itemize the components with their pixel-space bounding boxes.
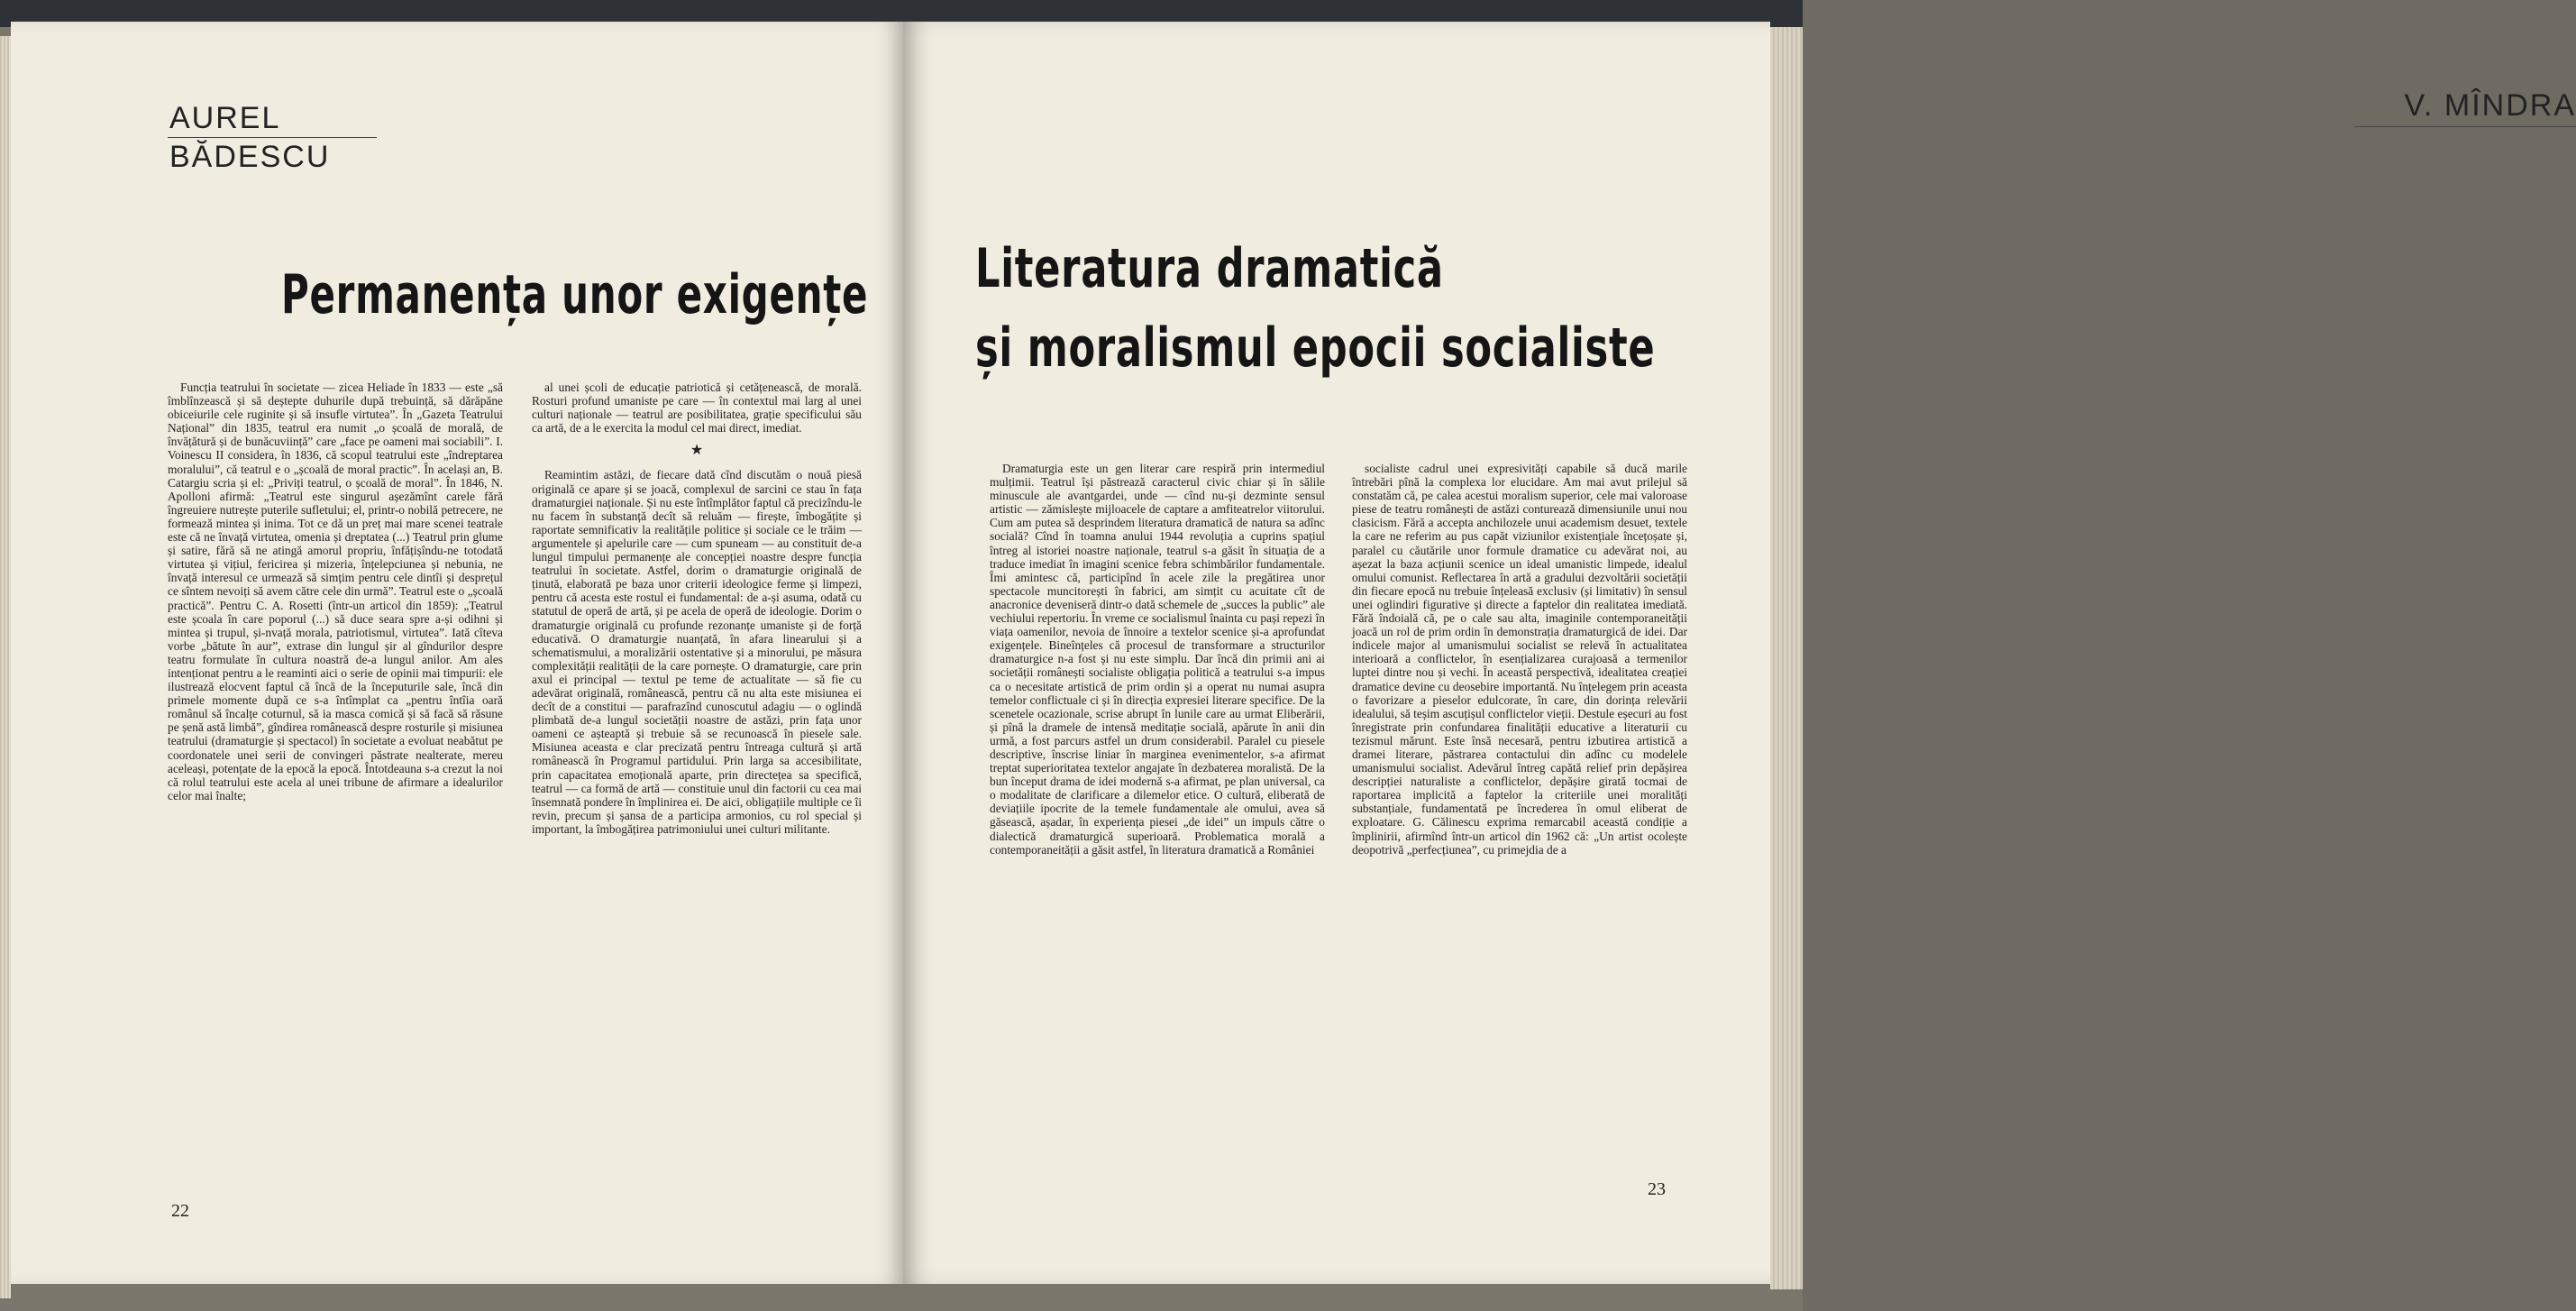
left-column-2-text-b: Reamintim astăzi, de fiecare dată cînd discutăm o nouă piesă originală ce apare și se joacă, complexul de sarcini ce stau în fața dramaturgiei naționale. Și nu este întîmplător faptul că precizîndu-le nu facem în substanță decît să reluăm — firește, îmbogățite și raportate semnificativ la realitățile politice și sociale ce le trăim — argumentele și apelurile care — cum spuneam — au constituit de-a lungul timpului permanențe ale concepției noastre despre funcția teatrului în societate. Astfel, dorim o dramaturgie originală de ținută, elaborată pe baza unor criterii ideologice ferme și limpezi, pentru că acesta este rostul ei fundamental: de a-și asuma, odată cu statutul de operă de artă, și pe acela de operă de ideologie. Dorim o dramaturgie originală cu profunde rezonanțe umaniste și de forță educativă. O dramaturgie nuanțată, în afara linearului și a schematismului, a moralizării ostentative și a minorului, pe măsura complexității realității de la care pornește. O dramaturgie, care prin axul ei principal — textul pe teme de actualitate — să fie cu adevărat originală, românească, pentru că nu alta este misiunea ei decît de a constitui — parafrazînd cunoscutul adagiu — o oglindă plimbată de-a lungul societății noastre de astăzi, prin fața unor oameni ce așteaptă și trebuie să se recunoască în piesele sale. Misiunea aceasta e clar precizată pentru întreaga cultură și artă românească în Programul partidului. Prin larga sa accesibilitate, prin capacitatea emoțională aparte, prin directețea sa specifică, teatrul — ca formă de artă — constituie unul din factorii cu cea mai însemnată pondere în împlinirea ei. De aici, obligațiile multiple ce îi revin, precum și șansa de a participa armonios, cu rol special și important, la îmbogățirea patrimoniului unei culturi militante. <box>532 468 863 836</box>
left-column-1 <box>168 380 503 802</box>
right-page <box>903 22 2576 1284</box>
left-page <box>11 22 903 1284</box>
right-column-1 <box>990 462 1325 857</box>
left-author-rule <box>168 137 377 138</box>
right-author-name: V. MÎNDRA <box>2404 88 2576 123</box>
page-edges-left <box>0 36 11 1298</box>
left-article-title: Permanența unor exigențe <box>281 263 869 326</box>
right-author-rule <box>2354 126 2576 127</box>
right-page-number: 23 <box>1648 1179 1666 1199</box>
left-column-2 <box>532 380 862 836</box>
left-author-last-name: BĂDESCU <box>169 140 331 174</box>
right-column-1-text: Dramaturgia este un gen literar care respiră prin intermediul mulțimii. Teatrul își păstrează caracterul civic chiar și în sălile minuscule ale avantgardei, unde — cînd nu-și dezminte sensul artistic — zămislește mijloacele de captare a amfiteatrelor viitorului. Cum am putea să desprindem literatura dramatică de natura sa adînc socială? Cînd în toamna anului 1944 revoluția a cuprins spațiul întreg al istoriei noastre naționale, teatrul s-a găsit în situația de a traduce imediat în imagini scenice febra schimbărilor fundamentale. Îmi amintesc că, participînd în acele zile la pregătirea unor spectacole muncitorești în fabrici, am simțit cu acuitate cît de anacronice deveniseră dintr-o dată schemele de „succes la public” ale vechiului repertoriu. În vreme ce socialismul înainta cu pași repezi în viața oamenilor, nevoia de înnoire a textelor scenice și-a aprofundat exigențele. Bineînțeles că procesul de transformare a structurilor dramaturgice n-a fost și nu este simplu. Dar încă din primii ani ai societății românești socialiste obligația politică a teatrului s-a impus ca o necesitate artistică de prim ordin și a operat nu numai asupra temelor conflictuale ci și în direcția expresiei literare specifice. De la scenetele ocazionale, scrise abrupt în lunile care au urmat Eliberării, și pînă la dramele de intensă meditație socială, apărute în anii din urmă, a fost parcurs astfel un drum considerabil. Paralel cu piesele descriptive, înscrise liniar în marginea evenimentelor, s-a afirmat treptat superioritatea textelor angajate în dezbaterea moralistă. De la bun început drama de idei modernă s-a afirmat, pe plan universal, ca o modalitate de clarificare a dilemelor etice. O cultură, eliberată de deviațiile ipocrite de la temele fundamentale ale omului, avea să găsească, așadar, în experiența piesei „de idei” un impuls către o dialectică dramaturgică superioară. Problematica morală a contemporaneității a găsit astfel, în literatura dramatică a României <box>990 462 1325 857</box>
right-column-2 <box>1352 462 1687 857</box>
left-column-1-text: Funcția teatrului în societate — zicea Heliade în 1833 — este „să îmblînzească și să deștepte duhurile după trebuință, să dărăpăne obiceiurile cele ruginite și să insufle virtutea”. În „Gazeta Teatrului Național” din 1835, teatrul era numit „o școală de morală, de învățătură și de bunăcuviință” care „face pe oameni mai sociabili”. I. Voinescu II considera, în 1836, că scopul teatrului este „îndreptarea moralului”, că teatrul e o „școală de moral practic”. În același an, B. Catargiu scria și el: „Priviți teatrul, o școală de moral”. În 1846, N. Apolloni afirmă: „Teatrul este singurul așezămînt carele fără îngreuiere nutrește puterile sufletului; el, printr-o nobilă petrecere, ne formează mintea și inima. Tot ce dă un preț mai mare scenei teatrale este că ne învață virtutea, omenia și dreptatea (...) Teatrul prin glume și satire, fără să ne atingă amorul propriu, înfățișîndu-ne totodată virtutea și vițiul, fericirea și mizeria, înțelepciunea și nebunia, ne învață interesul ce urmează să simțim pentru cele dintîi și desprețul ce sîntem nevoiți să avem către cele din urmă”. Teatrul este o „școală practică”. Pentru C. A. Rosetti (într-un articol din 1859): „Teatrul este școala în care poporul (...) să duce seara spre a-și odihni și mintea și trupul, și-nvață morala, patriotismul, virtutea”. Iată cîteva vorbe „bătute în aur”, extrase din lungul șir al gîndurilor despre teatru formulate în cultura noastră de-a lungul anilor. Am ales intenționat pentru a le reaminti aici o serie de opinii mai timpurii: ele ilustrează elocvent faptul că încă de la începuturile sale, încă din primele momente după ce s-a întîmplat ca „pentru întîia oară românul să încalțe coturnul, să ia masca comică și să facă să răsune pe șenă astă limbă”, gîndirea românească despre rosturile și misiunea teatrului (dramaturgie și spectacol) în societate a evoluat neabătut pe coordonatele unei serii de convingeri păstrate nealterate, mereu aceleași, potențate de la epocă la epocă. Întotdeauna s-a crezut la noi că rolul teatrului este acela al unei tribune de afirmare a idealurilor celor mai înalte; <box>168 380 503 802</box>
right-article-title-line1: Literatura dramatică <box>975 237 1444 300</box>
left-column-2-text-a: al unei școli de educație patriotică și cetățenească, de morală. Rosturi profund umaniste pe care — în contextul mai larg al unei culturi naționale — teatrul are posibilitatea, grație specificului său ca artă, de a le exercita la modul cel mai direct, imediat. <box>532 380 862 435</box>
left-author <box>169 101 404 174</box>
right-author <box>2342 88 2576 127</box>
right-column-2-text: socialiste cadrul unei expresivități capabile să ducă marile întrebări pînă la complexa lor elucidare. Am mai avut prilejul să constatăm că, pe calea acestui moralism superior, cele mai valoroase piese de teatru românești de astăzi conturează dimensiunile unui nou clasicism. Fără a accepta anchilozele unui academism desuet, textele la care ne referim au pus capăt viziunilor existențiale încețoșate și, paralel cu căutările unor formule dramatice cu adevărat noi, au așezat la baza acțiunii scenice un ideal umanistic limpede, idealul omului comunist. Reflectarea în artă a gradului dezvoltării societății din fiecare epocă nu trebuie înțeleasă exclusiv (și limitativ) în sensul unei oglindiri figurative și directe a faptelor din realitatea imediată. Fără îndoială că, pe o cale sau alta, imaginile contemporaneității joacă un rol de prim ordin în demonstrația dramaturgică de idei. Dar indicele major al umanismului socialist se relevă în actualitatea interioară a conflictelor, în esențializarea curajoasă a termenilor luptei dintre nou și vechi. În această perspectivă, idealitatea creației dramatice devine cu deosebire importantă. Nu înțelegem prin aceasta o favorizare a pieselor edulcorate, în care, din dorința relevării idealului, să teșim ascuțișul conflictelor vieții. Destule eșecuri au fost înregistrate prin confundarea finalității educative a literaturii cu tezismul mărunt. Este însă necesară, pentru izbutirea artistică a dramei literare, păstrarea contactului din adînc cu modelele umanismului socialist. Adevărul întreg capătă relief prin depășirea descripției naturaliste a conflictelor, depășire girată tocmai de raportarea implicită a faptelor la criteriile unei moralități substanțiale, fundamentată pe încrederea în omul eliberat de exploatare. G. Călinescu exprima remarcabil această condiție a împlinirii, afirmînd într-un articol din 1962 că: „Un artist ocolește deopotrivă „perfecțiunea”, cu primejdia de a <box>1352 462 1687 857</box>
left-author-first-name: AUREL <box>169 101 281 135</box>
section-separator-star: ★ <box>690 443 704 459</box>
right-article-title-line2: și moralismul epocii socialiste <box>975 316 1656 380</box>
page-edges-right <box>1770 27 1803 1289</box>
left-page-number: 22 <box>171 1201 189 1221</box>
